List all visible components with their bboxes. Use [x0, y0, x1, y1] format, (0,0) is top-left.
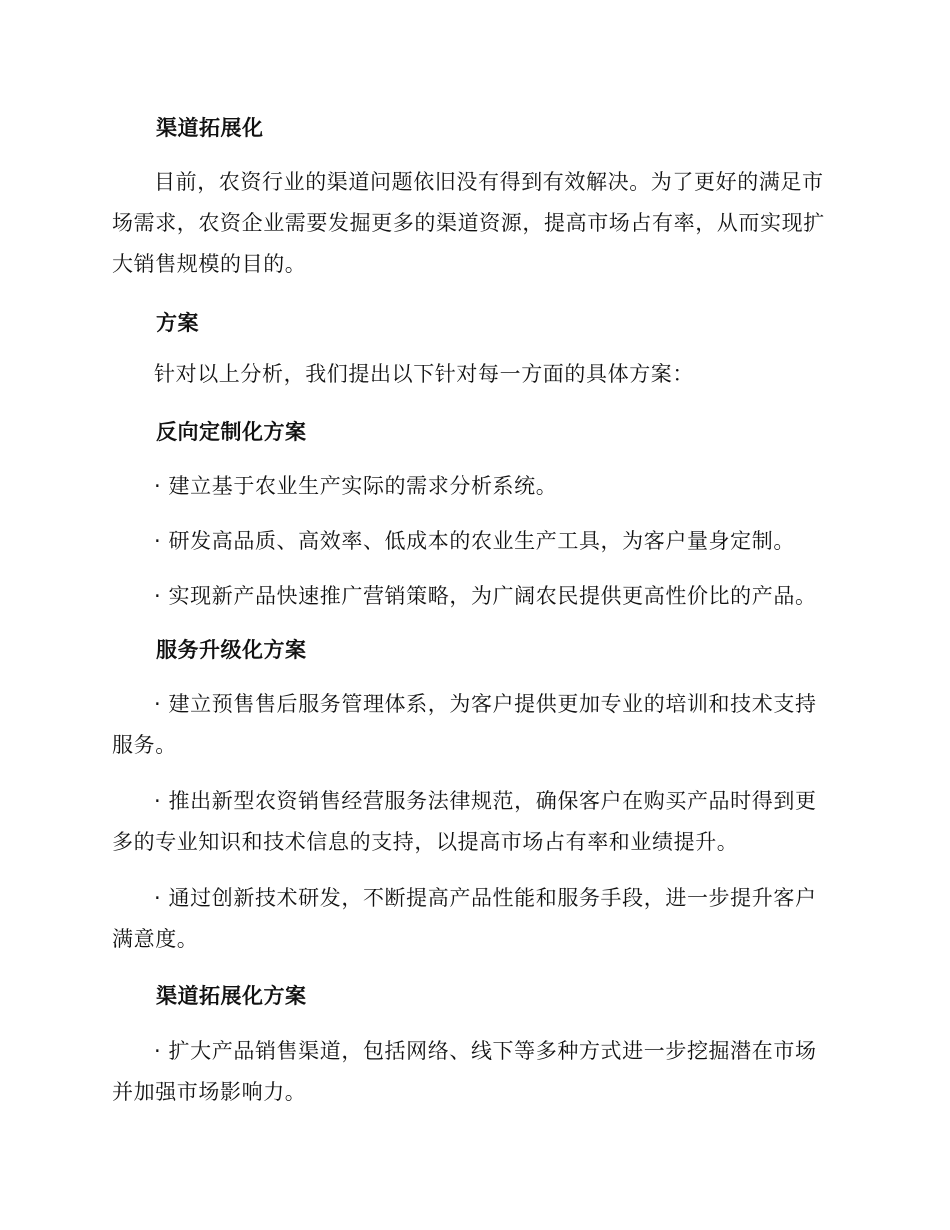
- paragraph-channel-expansion: 目前，农资行业的渠道问题依旧没有得到有效解决。为了更好的满足市场需求，农资企业需要发掘更多的渠道资源，提高市场占有率，从而实现扩大销售规模的目的。: [112, 170, 825, 276]
- list-item-service-1: · 建立预售售后服务管理体系，为客户提供更加专业的培训和技术支持服务。: [112, 692, 817, 757]
- list-item-service-2: · 推出新型农资销售经营服务法律规范，确保客户在购买产品时得到更多的专业知识和技术信息的支持，以提高市场占有率和业绩提升。: [112, 789, 817, 854]
- section-heading-channel-plan: 渠道拓展化方案: [156, 984, 307, 1008]
- list-item-service-3: · 通过创新技术研发，不断提高产品性能和服务手段，进一步提升客户满意度。: [112, 886, 817, 951]
- section-heading-channel-expansion: 渠道拓展化: [156, 116, 264, 140]
- list-item-channel-1: · 扩大产品销售渠道，包括网络、线下等多种方式进一步挖掘潜在市场并加强市场影响力。: [112, 1039, 817, 1104]
- paragraph-plan-intro: 针对以上分析，我们提出以下针对每一方面的具体方案：: [154, 362, 694, 386]
- section-heading-reverse-customization: 反向定制化方案: [156, 420, 307, 444]
- section-heading-service-upgrade: 服务升级化方案: [156, 638, 307, 662]
- section-heading-plan: 方案: [156, 311, 199, 335]
- list-item-reverse-3: · 实现新产品快速推广营销策略，为广阔农民提供更高性价比的产品。: [154, 584, 817, 608]
- list-item-reverse-2: · 研发高品质、高效率、低成本的农业生产工具，为客户量身定制。: [154, 529, 795, 553]
- list-item-reverse-1: · 建立基于农业生产实际的需求分析系统。: [154, 474, 558, 498]
